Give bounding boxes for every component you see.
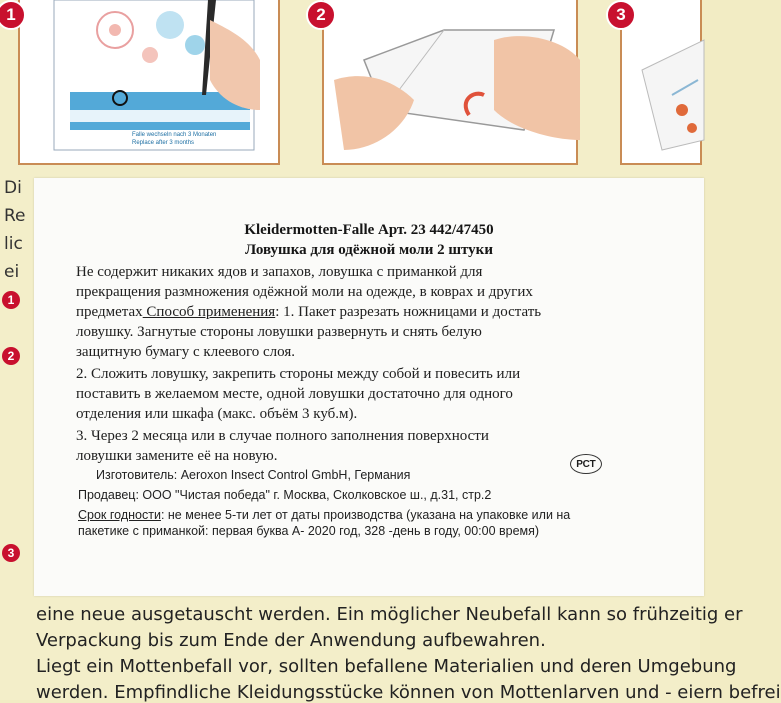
shelf-life-label: Срок годности [78,508,161,522]
trap-hanging-illustration [622,0,704,165]
manufacturer-line: Изготовитель: Aeroxon Insect Control GmbH, Германия [96,468,411,482]
certification-mark-icon: РСТ [570,454,602,474]
svg-text:Replace after 3 months: Replace after 3 months [132,140,195,146]
usage-heading: Способ применения [142,304,276,320]
usage-step-1-start: : 1. Пакет разрезать ножницами и достать [275,304,542,320]
usage-line: ловушки замените её на новую. [76,448,278,464]
usage-line: 3. Через 2 месяца или в случае полного заполнения поверхности [76,428,489,444]
russian-label-sticker [34,178,704,596]
german-text-fragment: Di [4,178,22,198]
usage-line: отделения или шкафа (макс. объём 3 куб.м). [76,406,358,422]
german-text-fragment: ei [4,262,20,282]
description-fragment: предметах [76,304,143,320]
illustration-panel-1 [18,0,280,165]
svg-text:Falle wechseln nach 3 Monaten: Falle wechseln nach 3 Monaten [132,132,217,138]
german-text-fragment: lic [4,234,23,254]
product-title: Kleidermotten-Falle Арт. 23 442/47450 [244,222,494,238]
product-subtitle: Ловушка для одёжной моли 2 штуки [245,242,493,258]
step-1-badge: 1 [0,0,26,30]
usage-line: защитную бумагу с клеевого слоя. [76,344,296,360]
shelf-life-line-2: пакетике с приманкой: первая буква А- 2020 год, 328 -день в году, 00:00 время) [78,524,540,538]
german-text-line: Liegt ein Mottenbefall vor, sollten befallene Materialien und deren Umgebung [36,656,737,677]
german-text-line: Verpackung bis zum Ende der Anwendung aufbewahren. [36,630,546,651]
step-2-badge: 2 [306,0,336,30]
shelf-life-line [78,508,570,522]
instruction-bullet-2: 2 [2,347,20,365]
usage-line: ловушку. Загнутые стороны ловушки развернуть и снять белую [76,324,482,340]
description-line: Не содержит никаких ядов и запахов, ловушка с приманкой для [76,264,483,280]
shelf-life-text: : не менее 5-ти лет от даты производства (указана на упаковке или на [160,508,571,522]
illustration-panel-2 [322,0,578,165]
german-text-fragment: Re [4,206,26,226]
german-text-line: werden. Empfindliche Kleidungsstücke können von Mottenlarven und - eiern befrei [36,682,781,703]
instruction-bullet-1: 1 [2,291,20,309]
step-3-badge: 3 [606,0,636,30]
german-text-line: eine neue ausgetauscht werden. Ein möglicher Neubefall kann so frühzeitig er [36,604,743,625]
description-line: прекращения размножения одёжной моли на одежде, в коврах и других [76,284,533,300]
instruction-bullet-3: 3 [2,544,20,562]
calendar-marking-illustration [20,0,282,165]
usage-heading-line [76,304,541,321]
usage-line: поставить в желаемом месте, одной ловушки достаточно для одного [76,386,513,402]
usage-line: 2. Сложить ловушку, закрепить стороны между собой и повесить или [76,366,521,382]
seller-line: Продавец: ООО "Чистая победа" г. Москва, Сколковское ш., д.31, стр.2 [78,488,492,502]
trap-folding-illustration [324,0,580,165]
